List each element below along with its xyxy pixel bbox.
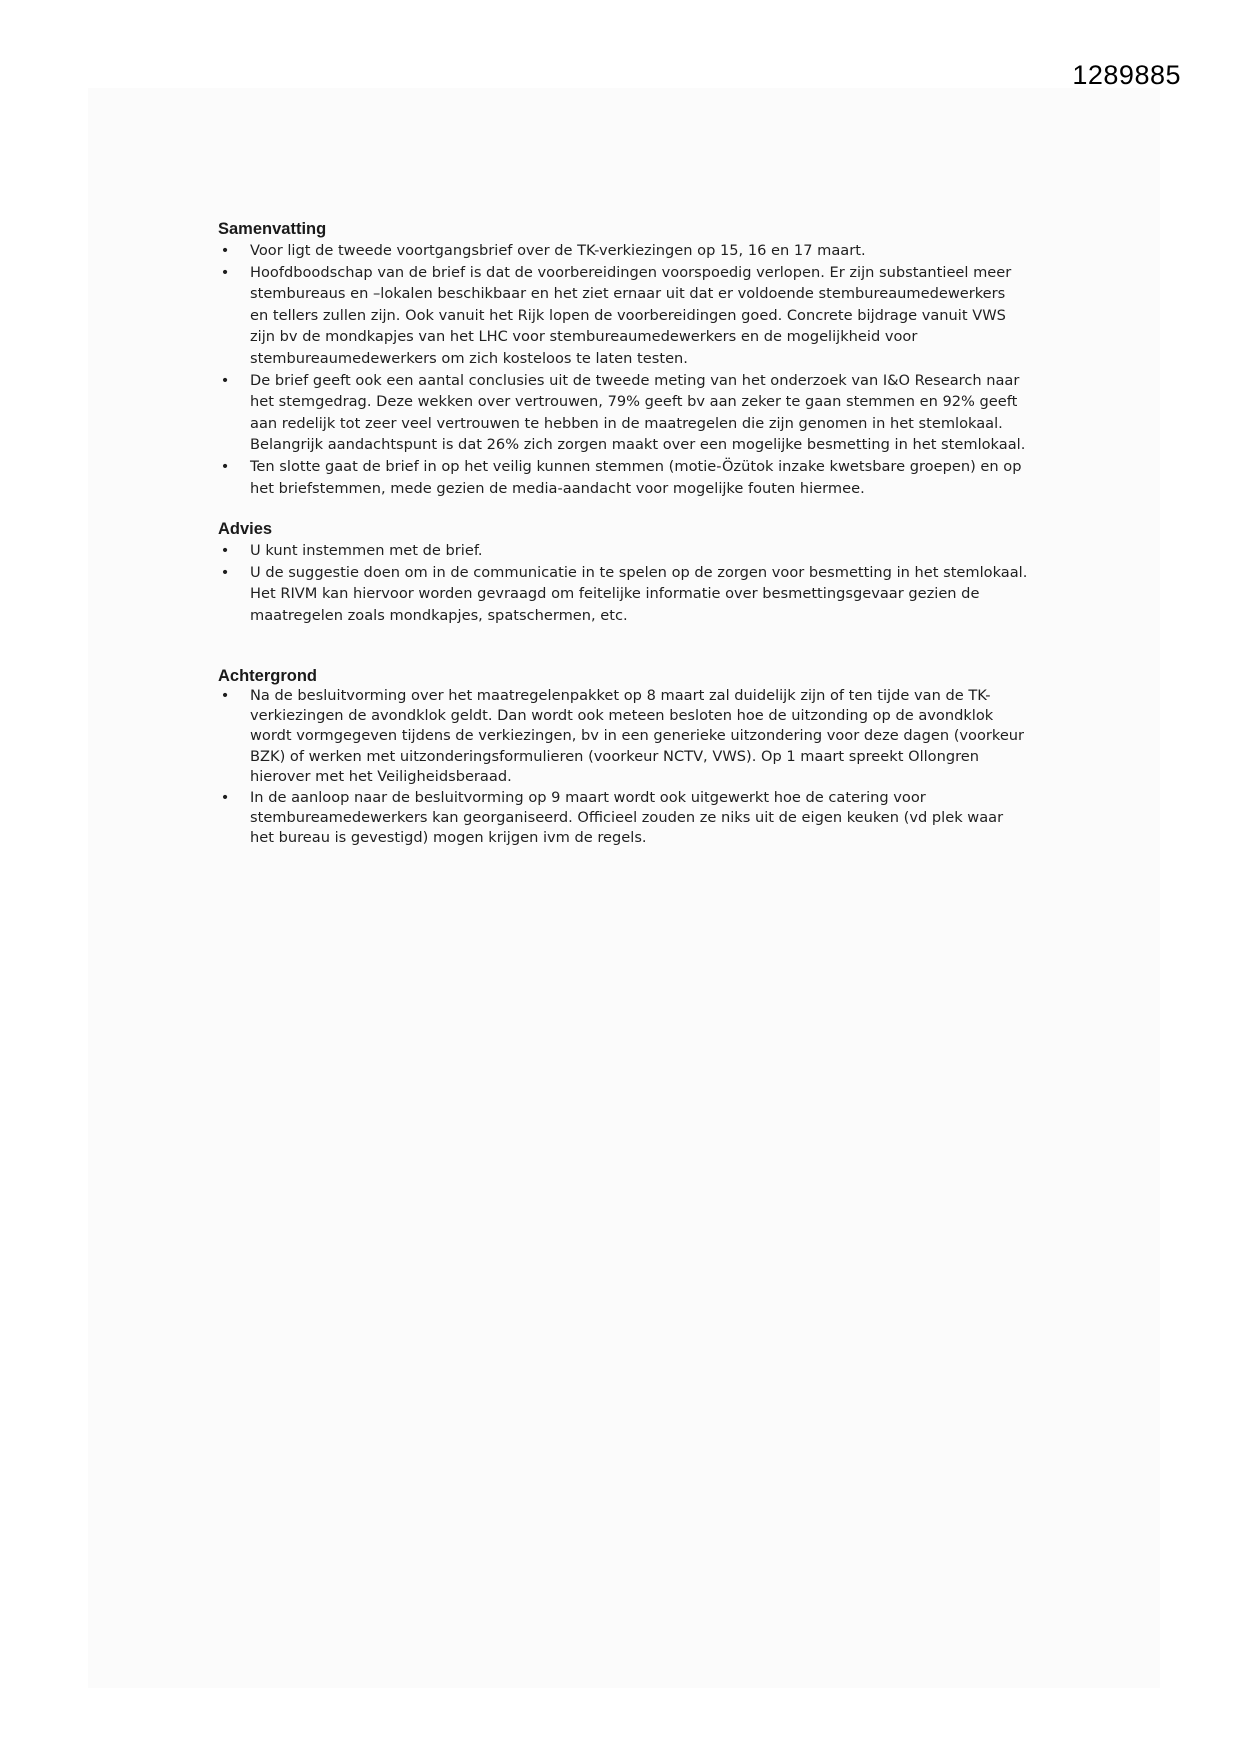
bullet-list [218, 540, 1028, 626]
bullet-icon: • [220, 542, 230, 560]
list-item-text: Voor ligt de tweede voortgangsbrief over de TK-verkiezingen op 15, 16 en 17 maart. [250, 242, 866, 259]
list-item [218, 788, 1028, 849]
list-item [218, 456, 1028, 499]
list-item [218, 562, 1028, 627]
list-item-text: U de suggestie doen om in de communicatie in te spelen op de zorgen voor besmetting in het stemlokaal. Het RIVM kan hiervoor worden gevraagd om feitelijke informatie over besmettingsgevaar gezien de maatregelen zoals mondkapjes, spatschermen, etc. [250, 563, 1028, 624]
list-item [218, 686, 1028, 788]
list-item-text: In de aanloop naar de besluitvorming op 9 maart wordt ook uitgewerkt hoe de catering voor stembureamedewerkers kan georganiseerd. Officieel zouden ze niks uit de eigen keuken (vd plek waar het bureau is gevestigd) mogen krijgen ivm de regels. [250, 788, 1004, 847]
bullet-icon: • [220, 563, 230, 581]
section-heading: Advies [218, 520, 273, 539]
bullet-icon: • [220, 242, 230, 259]
list-item [218, 262, 1028, 370]
section-samenvatting [218, 219, 1028, 499]
list-item-text: U kunt instemmen met de brief. [250, 542, 483, 560]
section-advies [218, 519, 1028, 626]
bullet-icon: • [220, 457, 230, 475]
bullet-icon: • [220, 788, 230, 806]
list-item [218, 370, 1028, 456]
list-item-text: De brief geeft ook een aantal conclusies uit de tweede meting van het onderzoek van I&O Research naar het stemgedrag. Deze wekken over vertrouwen, 79% geeft bv aan zeker te gaan stemmen en 92% geeft aan redelijk tot zeer veel vertrouwen te hebben in de maatregelen die zijn genomen in het stemlokaal. Belangrijk aandachtspunt is dat 26% zich zorgen maakt over een mogelijke besmetting in het stemlokaal. [250, 371, 1026, 454]
list-item [218, 240, 1028, 262]
section-heading: Achtergrond [218, 666, 317, 685]
section-heading: Samenvatting [218, 220, 327, 238]
bullet-icon: • [220, 263, 230, 281]
list-item-text: Ten slotte gaat de brief in op het veilig kunnen stemmen (motie-Özütok inzake kwetsbare groepen) en op het briefstemmen, mede gezien de media-aandacht voor mogelijke fouten hiermee. [250, 457, 1022, 497]
document-number: 1289885 [1072, 60, 1181, 90]
list-item [218, 540, 1028, 562]
bullet-icon: • [220, 371, 230, 389]
section-achtergrond [218, 667, 1028, 849]
bullet-list [218, 686, 1028, 849]
bullet-icon: • [220, 686, 230, 704]
document-body [218, 219, 1028, 849]
bullet-list [218, 240, 1028, 499]
list-item-text: Na de besluitvorming over het maatregelenpakket op 8 maart zal duidelijk zijn of ten tijde van de TK-verkiezingen de avondklok geldt. Dan wordt ook meteen besloten hoe de uitzonding op de avondklok wordt vormgegeven tijdens de verkiezingen, bv in een generieke uitzondering voor deze dagen (voorkeur BZK) of werken met uitzonderingsformulieren (voorkeur NCTV, VWS). Op 1 maart spreekt Ollongren hierover met het Veiligheidsberaad. [250, 686, 1025, 786]
list-item-text: Hoofdboodschap van de brief is dat de voorbereidingen voorspoedig verlopen. Er zijn substantieel meer stembureaus en –lokalen beschikbaar en het ziet ernaar uit dat er voldoende stembureaumedewerkers en tellers zullen zijn. Ook vanuit het Rijk lopen de voorbereidingen goed. Concrete bijdrage vanuit VWS zijn bv de mondkapjes van het LHC voor stembureaumedewerkers en de mogelijkheid voor stembureaumedewerkers om zich kosteloos te laten testen. [250, 263, 1012, 367]
